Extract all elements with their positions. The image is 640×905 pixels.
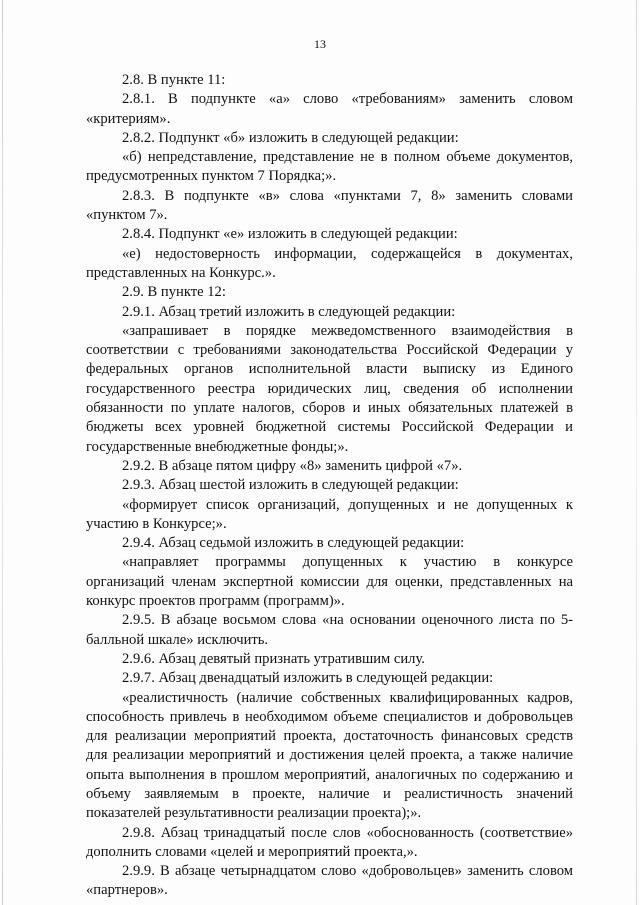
page-edge-left (2, 0, 3, 905)
paragraph: 2.9.9. В абзаце четырнадцатом слово «добровольцев» заменить словом «партнеров». (86, 863, 573, 899)
paragraph: 2.9.6. Абзац девятый признать утратившим силу. (122, 650, 425, 667)
paragraph: 2.8. В пункте 11: (122, 72, 226, 88)
paragraph: 2.8.1. В подпункте «а» слово «требованиям» заменить словом «критериям». (86, 91, 573, 127)
paragraph: 2.8.3. В подпункте «в» слова «пунктами 7, 8» заменить словами «пунктом 7». (86, 187, 573, 224)
paragraph: «б) непредставление, представление не в полном объеме документов, предусмотренных пунктом 7 Порядка;». (86, 149, 573, 185)
document-body (86, 71, 573, 901)
paragraph: «реалистичность (наличие собственных квалифицированных кадров, способность привлечь в необходимом объеме специалистов и добровольцев для реализации мероприятий проекта, достаточность финансовых средств для реализации мероприятий и достижения целей проекта, а также наличие опыта выполнения в прошлом мероприятий, аналогичных по содержанию и объему заявляемым в проекте, наличие и реалистичность значений показателей результативности реализации проекта);». (86, 689, 573, 822)
paragraph: 2.9. В пункте 12: (122, 284, 226, 301)
paragraph: 2.9.4. Абзац седьмой изложить в следующей редакции: (122, 535, 465, 552)
paragraph: 2.9.7. Абзац двенадцатый изложить в следующей редакции: (122, 670, 494, 687)
paragraph: «формирует список организаций, допущенных и не допущенных к участию в Конкурсе;». (86, 496, 573, 532)
paragraph: «е) недостоверность информации, содержащейся в документах, представленных на Конкурс.». (86, 245, 573, 281)
paragraph: 2.9.1. Абзац третий изложить в следующей редакции: (122, 303, 456, 320)
paragraph: 2.9.2. В абзаце пятом цифру «8» заменить цифрой «7». (122, 457, 463, 474)
page-edge-right (636, 0, 637, 905)
paragraph: 2.9.8. Абзац тринадцатый после слов «обоснованность (соответствие» дополнить словами «целей и мероприятий проекта,». (86, 824, 573, 860)
page-number: 13 (314, 37, 326, 51)
paragraph: 2.9.5. В абзаце восьмом слова «на основании оценочного листа по 5-балльной шкале» исключить. (86, 612, 573, 648)
paragraph: 2.8.2. Подпункт «б» изложить в следующей редакции: (122, 129, 459, 146)
paragraph: 2.9.3. Абзац шестой изложить в следующей редакции: (122, 477, 459, 494)
paragraph: «запрашивает в порядке межведомственного взаимодействия в соответствии с требованиями законодательства Российской Федерации у федеральных органов исполнительной власти выписку из Единого государственного реестра юридических лиц, сведения об исполнении обязанности по уплате налогов, сборов и иных обязательных платежей в бюджеты всех уровней бюджетной системы Российской Федерации и государственные внебюджетные фонды;». (86, 322, 573, 455)
paragraph: 2.8.4. Подпункт «е» изложить в следующей редакции: (122, 226, 458, 243)
paragraph: «направляет программы допущенных к участию в конкурсе организаций членам экспертной комиссии для оценки, представленных на конкурс проектов программ (программ)». (86, 554, 573, 610)
